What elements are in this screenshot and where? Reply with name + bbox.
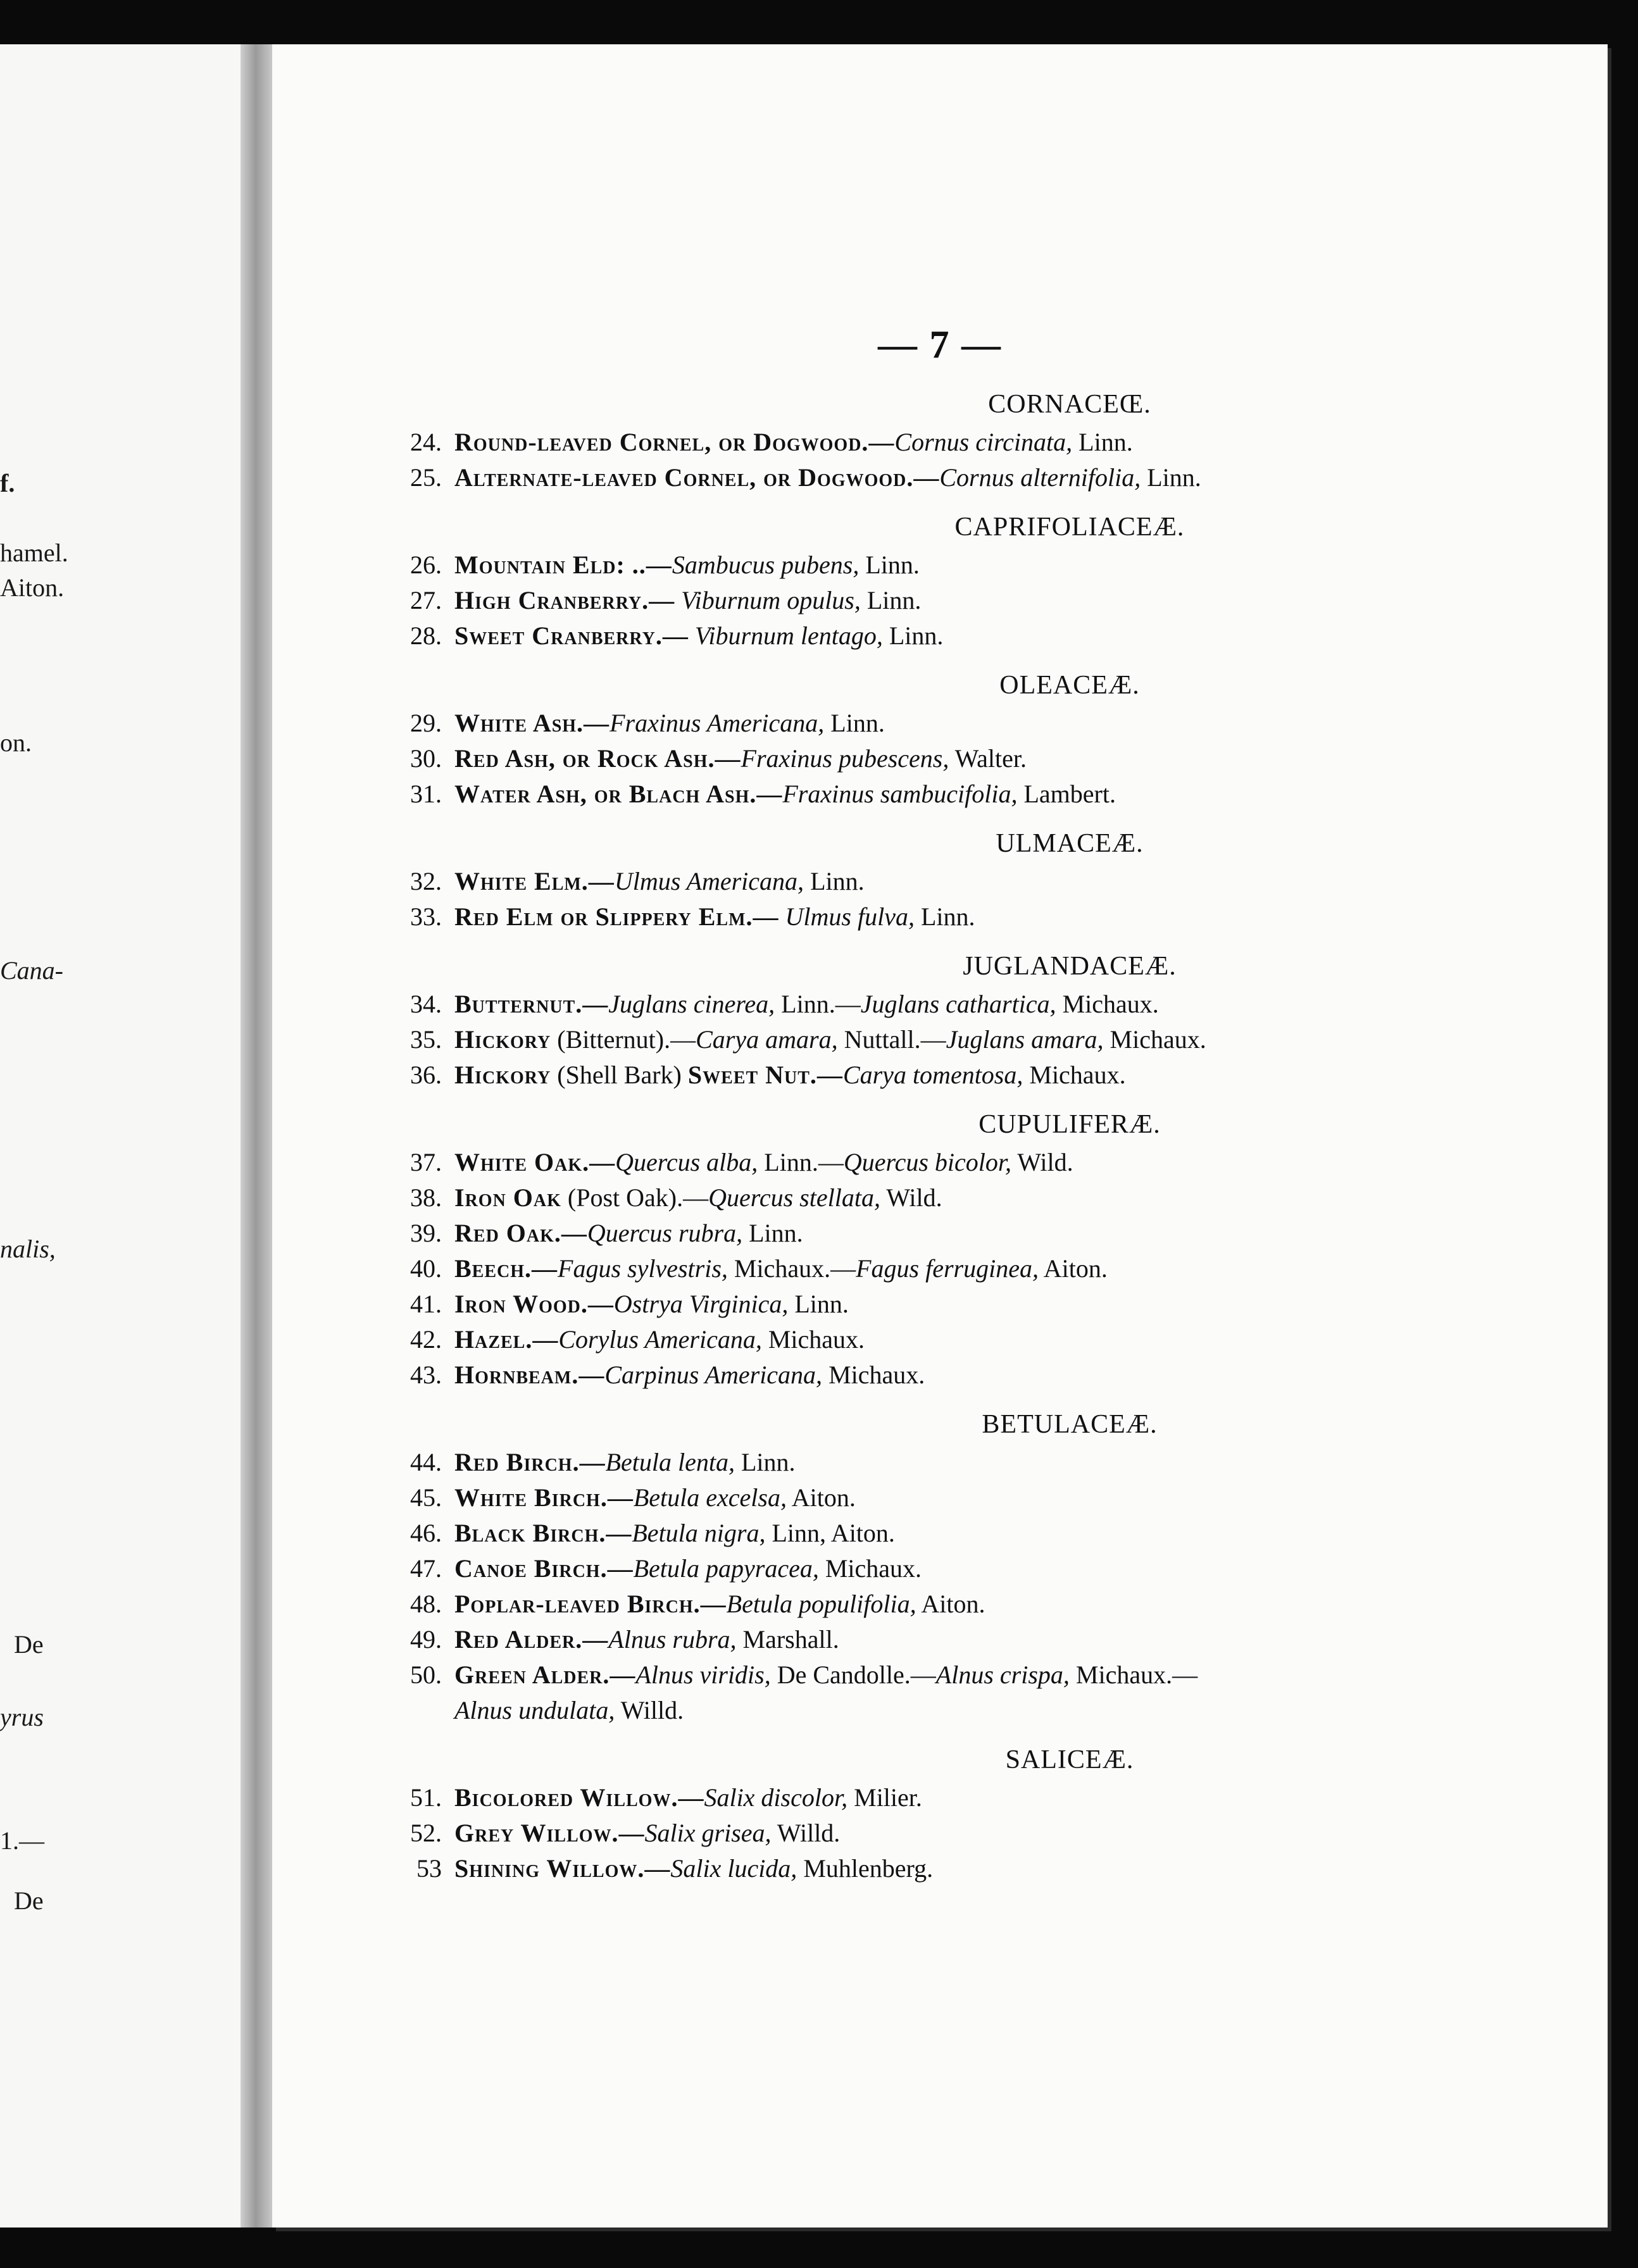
left-fragment: 1.— xyxy=(0,1826,44,1855)
authority-text: Linn. xyxy=(742,1219,803,1247)
scientific-name: Juglans cathartica, xyxy=(860,990,1056,1018)
entry-number: 30. xyxy=(410,744,442,773)
entry-number: 44. xyxy=(410,1448,442,1476)
species-entry xyxy=(386,460,1589,495)
entry-number: 38. xyxy=(410,1183,442,1212)
entry-text xyxy=(454,864,1589,899)
scientific-name: Fraxinus sambucifolia, xyxy=(782,780,1018,808)
authority-text: Linn. xyxy=(1141,463,1201,492)
species-entry xyxy=(386,741,1589,776)
species-entry xyxy=(386,618,1589,654)
species-entry xyxy=(386,1322,1589,1357)
family-section xyxy=(386,951,1589,1093)
entry-text xyxy=(454,776,1589,812)
scientific-name: Carya tomentosa, xyxy=(842,1061,1023,1089)
authority-text: Linn.— xyxy=(758,1148,844,1176)
entry-text xyxy=(454,1551,1589,1586)
entry-number: 31. xyxy=(410,780,442,808)
common-name: Red Alder.— xyxy=(454,1625,609,1654)
scientific-name: Salix grisea, xyxy=(644,1819,772,1847)
entry-text xyxy=(454,741,1589,776)
species-entry xyxy=(386,706,1589,741)
scientific-name: Ulmus fulva, xyxy=(778,902,915,931)
authority-text: Marshall. xyxy=(736,1625,839,1654)
scientific-name: Alnus viridis, xyxy=(635,1660,771,1689)
scientific-name: Fraxinus Americana, xyxy=(610,709,825,737)
authority-text: Michaux. xyxy=(1056,990,1159,1018)
authority-text: Aiton. xyxy=(1038,1254,1108,1283)
scientific-name: Viburnum opulus, xyxy=(675,586,861,614)
authority-text: Linn. xyxy=(735,1448,796,1476)
entry-number: 49. xyxy=(410,1625,442,1654)
scientific-name: Juglans amara, xyxy=(946,1025,1104,1054)
scientific-name: Betula papyracea, xyxy=(633,1554,819,1583)
authority-text: Muhlenberg. xyxy=(797,1854,934,1883)
entry-number: 42. xyxy=(410,1325,442,1354)
species-entry xyxy=(386,1357,1589,1393)
entry-number: 48. xyxy=(410,1590,442,1618)
family-heading: JUGLANDACEÆ. xyxy=(963,952,1177,981)
entry-number: 34. xyxy=(410,990,442,1018)
entry-number: 27. xyxy=(410,586,442,614)
authority-text: Michaux. xyxy=(1103,1025,1206,1054)
species-entry xyxy=(386,1287,1589,1322)
family-section xyxy=(386,512,1589,654)
scientific-name: Cornus circinata, xyxy=(894,428,1073,456)
common-name: Butternut.— xyxy=(454,990,609,1018)
common-name: Bicolored Willow.— xyxy=(454,1783,704,1812)
scientific-name: Alnus crispa, xyxy=(935,1660,1070,1689)
entry-text xyxy=(454,1357,1589,1393)
entry-number: 51. xyxy=(410,1783,442,1812)
authority-text: Linn. xyxy=(914,902,975,931)
entry-text xyxy=(454,1480,1589,1516)
common-name: Green Alder.— xyxy=(454,1660,636,1689)
authority-text: Michaux. xyxy=(822,1361,925,1389)
authority-text: Aiton. xyxy=(786,1483,856,1512)
scientific-name: Betula lenta, xyxy=(605,1448,735,1476)
scientific-name: Cornus alternifolia, xyxy=(939,463,1141,492)
species-entry xyxy=(386,1516,1589,1551)
scientific-name: Betula nigra, xyxy=(632,1519,766,1547)
entry-number: 47. xyxy=(410,1554,442,1583)
entry-text xyxy=(454,460,1589,495)
common-name: Mountain Eld: ..— xyxy=(454,551,672,579)
species-entry xyxy=(386,987,1589,1022)
authority-text: De Candolle.— xyxy=(770,1660,936,1689)
common-name: Hickory xyxy=(454,1061,551,1089)
authority-text: Linn. xyxy=(804,867,865,895)
entry-text xyxy=(454,1180,1589,1216)
left-fragment: on. xyxy=(0,728,32,757)
entry-number: 29. xyxy=(410,709,442,737)
species-entry xyxy=(386,1657,1589,1693)
common-name: Shining Willow.— xyxy=(454,1854,671,1883)
species-entry xyxy=(386,776,1589,812)
scientific-name: Sambucus pubens, xyxy=(672,551,860,579)
authority-text: (Post Oak).— xyxy=(561,1183,709,1212)
left-fragment: De xyxy=(14,1886,44,1915)
common-name: Sweet Cranberry.— xyxy=(454,621,689,650)
entry-number: 26. xyxy=(410,551,442,579)
entry-number: 46. xyxy=(410,1519,442,1547)
species-entry xyxy=(386,1445,1589,1480)
species-entry xyxy=(386,1622,1589,1657)
entry-number: 36. xyxy=(410,1061,442,1089)
entry-number: 35. xyxy=(410,1025,442,1054)
scientific-name: Fraxinus pubescens, xyxy=(741,744,949,773)
scientific-name: Carpinus Americana, xyxy=(604,1361,823,1389)
species-entry xyxy=(386,1180,1589,1216)
scientific-name: Quercus rubra, xyxy=(587,1219,743,1247)
entry-text xyxy=(454,547,1589,583)
entry-number: 52. xyxy=(410,1819,442,1847)
authority-text: Willd. xyxy=(615,1696,684,1724)
entry-text xyxy=(454,1657,1589,1693)
family-heading: SALICEÆ. xyxy=(1005,1745,1134,1774)
common-name: Hornbeam.— xyxy=(454,1361,605,1389)
authority-text: Linn. xyxy=(788,1290,849,1318)
common-name: Water Ash, or Blach Ash.— xyxy=(454,780,783,808)
species-entry xyxy=(386,1251,1589,1287)
scientific-name: Ostrya Virginica, xyxy=(613,1290,789,1318)
authority-text: Linn. xyxy=(824,709,885,737)
left-fragment: hamel. xyxy=(0,539,68,567)
common-name: White Ash.— xyxy=(454,709,610,737)
authority-text: Michaux. xyxy=(1023,1061,1126,1089)
family-section xyxy=(386,1409,1589,1728)
entry-number: 45. xyxy=(410,1483,442,1512)
scientific-name: Viburnum lentago, xyxy=(688,621,883,650)
scientific-name: Juglans cinerea, xyxy=(608,990,775,1018)
species-entry xyxy=(386,1057,1589,1093)
species-list xyxy=(386,389,1589,1886)
family-section xyxy=(386,670,1589,812)
entry-text xyxy=(454,1586,1589,1622)
common-name: High Cranberry.— xyxy=(454,586,675,614)
left-fragment: yrus xyxy=(0,1703,44,1731)
left-fragment: nalis, xyxy=(0,1235,56,1263)
family-heading: ULMACEÆ. xyxy=(996,829,1144,858)
species-entry xyxy=(386,864,1589,899)
common-name: White Elm.— xyxy=(454,867,615,895)
entry-number: 43. xyxy=(410,1361,442,1389)
scientific-name: Salix discolor, xyxy=(704,1783,848,1812)
common-name: Canoe Birch.— xyxy=(454,1554,634,1583)
species-entry xyxy=(386,899,1589,935)
family-heading: BETULACEÆ. xyxy=(982,1410,1158,1439)
common-name: Sweet Nut.— xyxy=(687,1061,843,1089)
entry-text xyxy=(454,1216,1589,1251)
species-entry xyxy=(386,1816,1589,1851)
common-name: Red Birch.— xyxy=(454,1448,606,1476)
species-entry xyxy=(386,1551,1589,1586)
left-fragment: Aiton. xyxy=(0,573,65,602)
species-entry xyxy=(386,583,1589,618)
family-heading: CAPRIFOLIACEÆ. xyxy=(954,513,1185,542)
entry-text xyxy=(454,1780,1589,1816)
common-name: White Oak.— xyxy=(454,1148,616,1176)
entry-number: 25. xyxy=(410,463,442,492)
entry-text xyxy=(454,1251,1589,1287)
entry-text xyxy=(454,899,1589,935)
species-entry xyxy=(386,1586,1589,1622)
scientific-name: Alnus undulata, xyxy=(454,1696,615,1724)
authority-text: Michaux. xyxy=(761,1325,865,1354)
scientific-name: Ulmus Americana, xyxy=(614,867,804,895)
left-fragment: De xyxy=(14,1630,44,1659)
authority-text: Nuttall.— xyxy=(837,1025,946,1054)
authority-text: Linn, Aiton. xyxy=(765,1519,895,1547)
common-name: Iron Wood.— xyxy=(454,1290,614,1318)
entry-text xyxy=(454,1322,1589,1357)
entry-number: 41. xyxy=(410,1290,442,1318)
species-entry xyxy=(386,1145,1589,1180)
authority-text: Linn. xyxy=(882,621,944,650)
scientific-name: Corylus Americana, xyxy=(558,1325,762,1354)
entry-text xyxy=(454,1693,1589,1728)
authority-text: (Bitternut).— xyxy=(551,1025,696,1054)
common-name: Beech.— xyxy=(454,1254,558,1283)
authority-text: Michaux.— xyxy=(1069,1660,1198,1689)
entry-text xyxy=(454,1287,1589,1322)
common-name: Iron Oak xyxy=(454,1183,561,1212)
scientific-name: Betula populifolia, xyxy=(726,1590,916,1618)
authority-text: Walter. xyxy=(949,744,1027,773)
species-entry xyxy=(386,1780,1589,1816)
entry-text xyxy=(454,987,1589,1022)
species-entry-continuation xyxy=(386,1693,1589,1728)
species-entry xyxy=(386,1216,1589,1251)
entry-number: 39. xyxy=(410,1219,442,1247)
left-fragment: f. xyxy=(0,469,15,497)
scientific-name: Quercus bicolor, xyxy=(843,1148,1011,1176)
previous-page-fragment xyxy=(0,44,241,2228)
book-page xyxy=(272,44,1608,2228)
entry-number: 53 xyxy=(416,1854,442,1883)
species-entry xyxy=(386,1022,1589,1057)
entry-number: 32. xyxy=(410,867,442,895)
scientific-name: Quercus stellata, xyxy=(708,1183,880,1212)
common-name: White Birch.— xyxy=(454,1483,634,1512)
scientific-name: Betula excelsa, xyxy=(633,1483,787,1512)
scientific-name: Fagus sylvestris, xyxy=(558,1254,728,1283)
family-heading: OLEACEÆ. xyxy=(999,671,1140,700)
common-name: Red Oak.— xyxy=(454,1219,587,1247)
authority-text: (Shell Bark) xyxy=(551,1061,688,1089)
entry-number: 50. xyxy=(410,1660,442,1689)
common-name: Alternate-leaved Cornel, or Dogwood.— xyxy=(454,463,940,492)
scientific-name: Quercus alba, xyxy=(615,1148,758,1176)
common-name: Hazel.— xyxy=(454,1325,559,1354)
common-name: Grey Willow.— xyxy=(454,1819,645,1847)
family-section xyxy=(386,1109,1589,1393)
scientific-name: Carya amara, xyxy=(696,1025,838,1054)
entry-text xyxy=(454,1816,1589,1851)
authority-text: Linn. xyxy=(1072,428,1133,456)
species-entry xyxy=(386,547,1589,583)
authority-text: Linn. xyxy=(860,586,922,614)
authority-text: Milier. xyxy=(847,1783,922,1812)
authority-text: Lambert. xyxy=(1017,780,1116,808)
common-name: Round-leaved Cornel, or Dogwood.— xyxy=(454,428,895,456)
entry-text xyxy=(454,1022,1589,1057)
common-name: Black Birch.— xyxy=(454,1519,632,1547)
entry-text xyxy=(454,618,1589,654)
entry-text xyxy=(454,583,1589,618)
entry-number: 33. xyxy=(410,902,442,931)
entry-text xyxy=(454,425,1589,460)
entry-number: 24. xyxy=(410,428,442,456)
authority-text: Willd. xyxy=(771,1819,841,1847)
entry-text xyxy=(454,706,1589,741)
authority-text: Michaux.— xyxy=(727,1254,856,1283)
entry-number: 28. xyxy=(410,621,442,650)
species-entry xyxy=(386,425,1589,460)
entry-number: 37. xyxy=(410,1148,442,1176)
family-section xyxy=(386,828,1589,935)
scientific-name: Fagus ferruginea, xyxy=(856,1254,1039,1283)
scientific-name: Alnus rubra, xyxy=(608,1625,737,1654)
left-fragment: Cana- xyxy=(0,956,63,985)
common-name: Red Ash, or Rock Ash.— xyxy=(454,744,741,773)
authority-text: Michaux. xyxy=(818,1554,922,1583)
page-number: — 7 — xyxy=(878,323,1002,366)
entry-text xyxy=(454,1057,1589,1093)
entry-text xyxy=(454,1851,1589,1886)
common-name: Red Elm or Slippery Elm.— xyxy=(454,902,779,931)
authority-text: Aiton. xyxy=(916,1590,985,1618)
authority-text: Wild. xyxy=(880,1183,942,1212)
common-name: Hickory xyxy=(454,1025,551,1054)
species-entry xyxy=(386,1480,1589,1516)
authority-text: Wild. xyxy=(1011,1148,1073,1176)
authority-text: Linn.— xyxy=(775,990,861,1018)
family-section xyxy=(386,389,1589,495)
species-entry xyxy=(386,1851,1589,1886)
scientific-name: Salix lucida, xyxy=(670,1854,797,1883)
authority-text: Linn. xyxy=(859,551,920,579)
family-heading: CUPULIFERÆ. xyxy=(978,1110,1161,1139)
entry-text xyxy=(454,1516,1589,1551)
family-section xyxy=(386,1745,1589,1886)
family-heading: CORNACEŒ. xyxy=(988,390,1151,419)
entry-text xyxy=(454,1622,1589,1657)
common-name: Poplar-leaved Birch.— xyxy=(454,1590,727,1618)
entry-text xyxy=(454,1145,1589,1180)
entry-number: 40. xyxy=(410,1254,442,1283)
entry-text xyxy=(454,1445,1589,1480)
